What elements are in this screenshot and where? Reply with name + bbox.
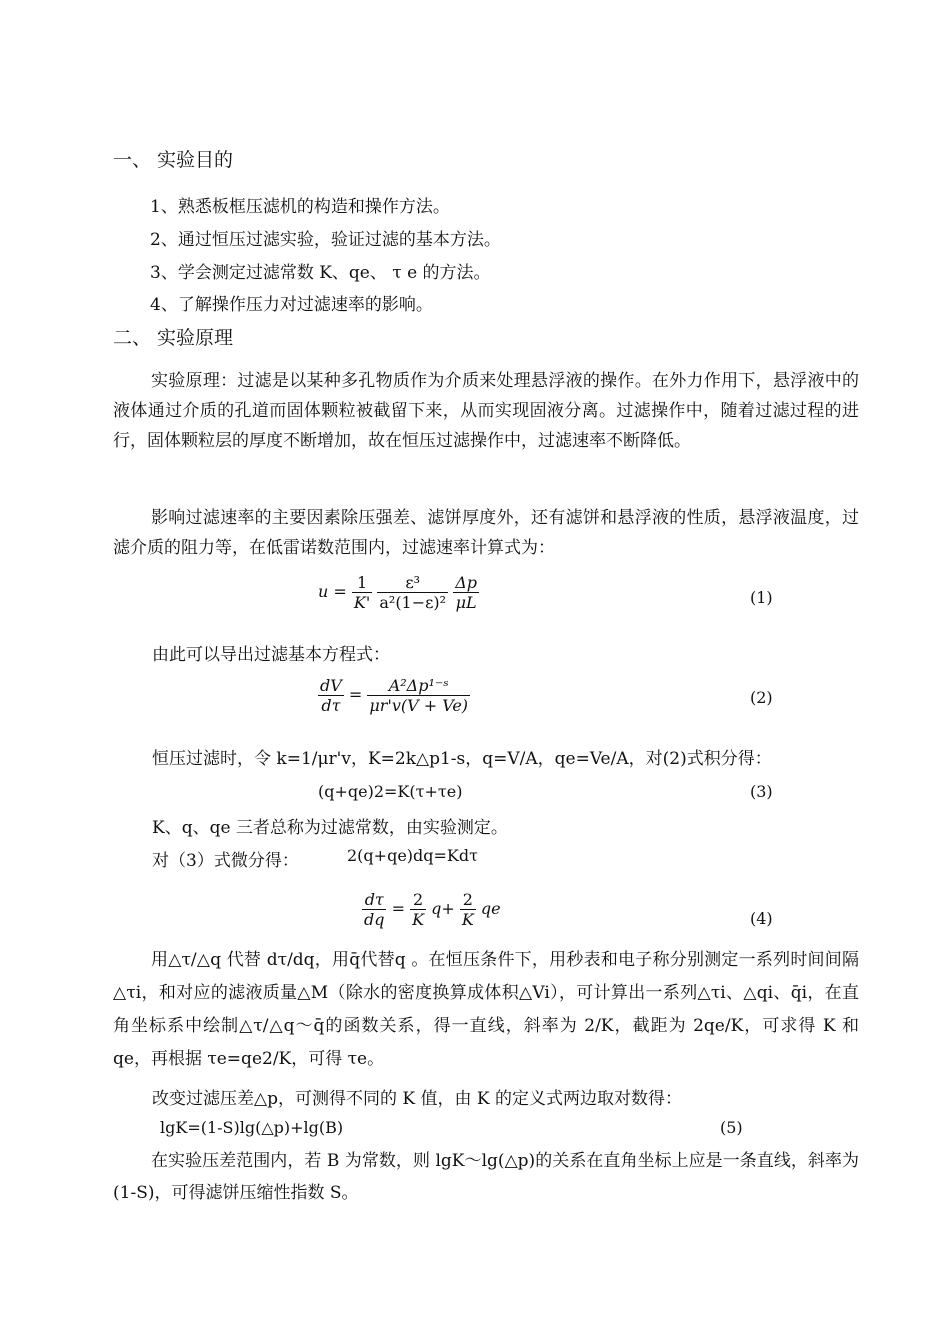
eq1-fraction-3 [453, 573, 479, 612]
equation-4-number: (4) [750, 909, 773, 928]
eq2-rhs-num: A²Δp¹⁻ˢ [367, 676, 470, 696]
eq4-frac-b [460, 890, 476, 929]
equation-1 [318, 573, 479, 612]
eq4-b-num: 2 [460, 890, 476, 910]
eq1-equals: = [333, 582, 347, 601]
eq2-rhs-den: μr'v(V + Ve) [369, 696, 469, 715]
eq1-f1-den: K' [353, 593, 371, 612]
lead-basic-equation: 由此可以导出过滤基本方程式： [152, 645, 390, 665]
eq2-lhs-num: dV [320, 676, 342, 695]
paragraph-constant-pressure: 恒压过滤时，令 k=1/μr'v，K=2k△p1-s，q=V/A，qe=Ve/A，对(2)式积分得： [152, 749, 772, 769]
equation-3-number: (3) [750, 782, 773, 801]
eq4-a-den: K [412, 910, 425, 929]
paragraph-compressibility: 在实验压差范围内，若 B 为常数，则 lgK～lg(△p)的关系在直角坐标上应是一条直线，斜率为(1-S)，可得滤饼压缩性指数 S。 [113, 1151, 859, 1203]
eq2-rhs-fraction [367, 676, 470, 715]
equation-5: lgK=(1-S)lg(△p)+lg(B) [160, 1118, 344, 1137]
paragraph-pressure-change: 改变过滤压差△p，可测得不同的 K 值，由 K 的定义式两边取对数得： [152, 1089, 682, 1109]
list-item: 2、通过恒压过滤实验，验证过滤的基本方法。 [150, 230, 501, 250]
paragraph-principle: 实验原理：过滤是以某种多孔物质作为介质来处理悬浮液的操作。在外力作用下，悬浮液中的液体通过介质的孔道而固体颗粒被截留下来，从而实现固液分离。过滤操作中，随着过滤过程的进行，固体颗粒层的厚度不断增加，故在恒压过滤操作中，过滤速率不断降低。 [113, 371, 859, 451]
eq2-equals: = [348, 685, 363, 704]
list-item: 3、学会测定过滤常数 K、qe、 τ e 的方法。 [150, 263, 491, 283]
paragraph-filter-constants: K、q、qe 三者总称为过滤常数，由实验测定。 [152, 818, 508, 838]
equation-4 [362, 890, 501, 929]
eq1-fraction-2 [377, 573, 448, 612]
eq1-f3-den: μL [455, 593, 477, 612]
eq4-lhs-num: dτ [362, 890, 386, 910]
eq1-fraction-1 [352, 573, 372, 612]
section-2-heading: 二、 实验原理 [113, 327, 234, 349]
equation-2-number: (2) [750, 688, 773, 707]
eq2-lhs-den: dτ [321, 696, 341, 715]
list-item: 1、熟悉板框压滤机的构造和操作方法。 [150, 197, 450, 217]
paragraph-procedure: 用△τ/△q 代替 dτ/dq，用q̄代替q 。在恒压条件下，用秒表和电子称分别测定一系列时间间隔△τi，和对应的滤液质量△M（除水的密度换算成体积△Vi），可计算出一系列△τi、△qi、q̄i，在直角坐标系中绘制△τ/△q～q̄的函数关系，得一直线，斜率为 2/K，截距为 2qe/K，可求得 K 和 qe，再根据 τe=qe2/K，可得 τe。 [113, 950, 859, 1069]
eq1-f2-num: ε³ [377, 573, 448, 593]
differentiate-equation: 2(q+qe)dq=Kdτ [347, 846, 478, 865]
eq4-frac-a [410, 890, 426, 929]
eq1-f2-den: a²(1−ε)² [379, 593, 447, 612]
eq4-b-var: qe [480, 899, 501, 918]
equation-5-number: (5) [720, 1118, 743, 1137]
eq1-f3-num: Δp [455, 573, 477, 592]
equation-3: (q+qe)2=K(τ+τe) [318, 782, 463, 801]
differentiate-label: 对（3）式微分得： [152, 851, 299, 871]
eq4-lhs-fraction [362, 890, 386, 929]
list-item: 4、了解操作压力对过滤速率的影响。 [150, 295, 433, 315]
eq4-equals: = [391, 899, 405, 918]
paragraph-factors: 影响过滤速率的主要因素除压强差、滤饼厚度外，还有滤饼和悬浮液的性质，悬浮液温度，过滤介质的阻力等，在低雷诺数范围内，过滤速率计算式为： [113, 508, 859, 558]
eq1-lhs: u [318, 582, 329, 601]
eq4-a-var: q+ [431, 899, 455, 918]
equation-1-number: (1) [750, 588, 773, 607]
eq2-lhs-fraction [318, 676, 344, 715]
eq4-lhs-den: dq [364, 910, 385, 929]
section-1-heading: 一、 实验目的 [113, 149, 234, 171]
eq4-b-den: K [461, 910, 474, 929]
equation-2 [318, 676, 470, 715]
eq1-f1-num: 1 [352, 573, 372, 593]
eq4-a-num: 2 [410, 890, 426, 910]
